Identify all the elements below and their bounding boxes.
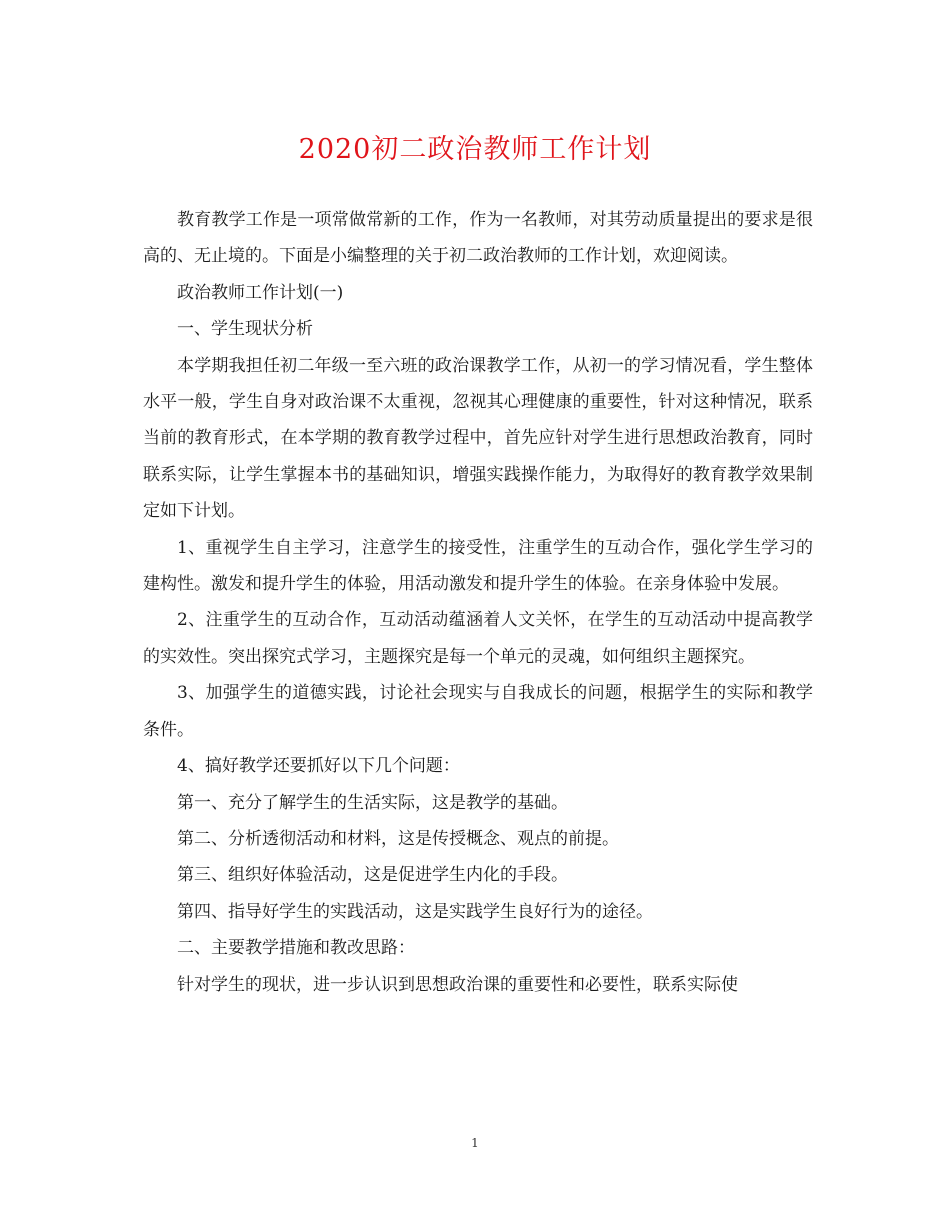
document-body — [143, 202, 813, 1003]
point-first: 第一、充分了解学生的生活实际，这是教学的基础。 — [177, 792, 568, 813]
point-third: 第三、组织好体验活动，这是促进学生内化的手段。 — [177, 865, 568, 886]
section-heading-plan-1: 政治教师工作计划(一) — [177, 282, 344, 303]
page-number: 1 — [471, 1136, 479, 1150]
section-heading-student-analysis: 一、学生现状分析 — [177, 319, 313, 340]
point-second: 第二、分析透彻活动和材料，这是传授概念、观点的前提。 — [177, 828, 619, 849]
paragraph-measures: 针对学生的现状，进一步认识到思想政治课的重要性和必要性，联系实际使 — [177, 974, 738, 995]
point-fourth: 第四、指导好学生的实践活动，这是实践学生良好行为的途径。 — [177, 901, 653, 922]
section-heading-measures: 二、主要教学措施和教改思路： — [177, 938, 415, 959]
list-item-1: 1、重视学生自主学习，注意学生的接受性，注重学生的互动合作，强化学生学习的建构性。激发和提升学生的体验，用活动激发和提升学生的体验。在亲身体验中发展。 — [143, 537, 813, 595]
paragraph-intro: 教育教学工作是一项常做常新的工作，作为一名教师，对其劳动质量提出的要求是很高的、无止境的。下面是小编整理的关于初二政治教师的工作计划，欢迎阅读。 — [143, 210, 813, 267]
list-item-2: 2、注重学生的互动合作，互动活动蕴涵着人文关怀，在学生的互动活动中提高教学的实效性。突出探究式学习，主题探究是每一个单元的灵魂，如何组织主题探究。 — [143, 610, 813, 667]
list-item-3: 3、加强学生的道德实践，讨论社会现实与自我成长的问题，根据学生的实际和教学条件。 — [143, 683, 813, 740]
document-title: 2020初二政治教师工作计划 — [298, 134, 652, 165]
paragraph-student-analysis: 本学期我担任初二年级一至六班的政治课教学工作，从初一的学习情况看，学生整体水平一般，学生自身对政治课不太重视，忽视其心理健康的重要性，针对这种情况，联系当前的教育形式，在本学期的教育教学过程中，首先应针对学生进行思想政治教育，同时联系实际，让学生掌握本书的基础知识，增强实践操作能力，为取得好的教育教学效果制定如下计划。 — [143, 355, 813, 522]
list-item-4: 4、搞好教学还要抓好以下几个问题： — [177, 756, 460, 777]
